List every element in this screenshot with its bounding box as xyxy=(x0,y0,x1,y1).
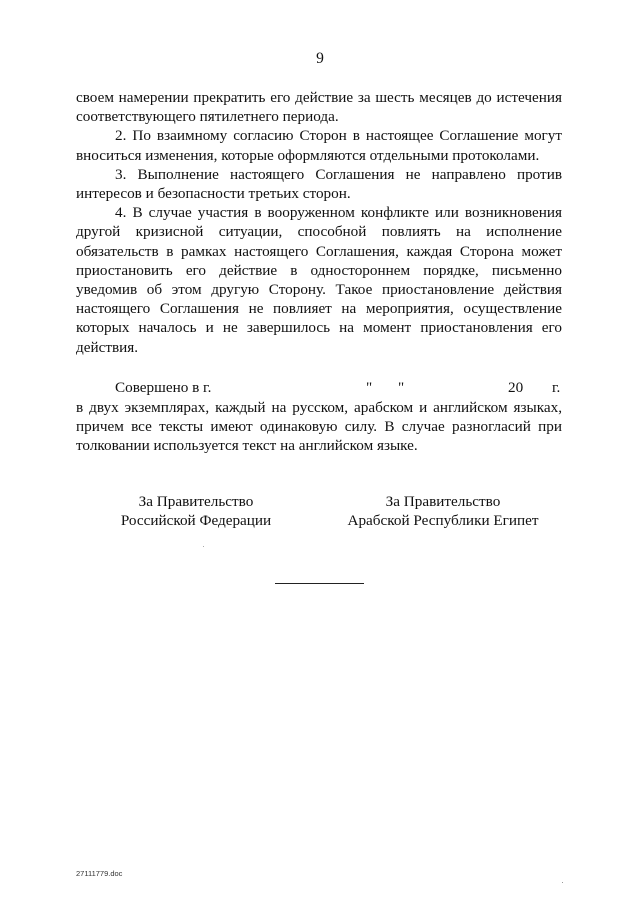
date-quote-open: " xyxy=(366,379,373,396)
date-quote-close: " xyxy=(398,379,405,396)
done-at-line xyxy=(76,378,562,398)
done-at-label: Совершено в г. xyxy=(115,379,212,396)
page-number: 9 xyxy=(316,50,324,67)
year-suffix: г. xyxy=(552,379,561,396)
paragraph-suspension: 4. В случае участия в вооруженном конфликте или возникновения другой кризисной ситуации, способной повлиять на исполнение обязательств в рамках настоящего Соглашения, каждая Сторона может приостановить его действие в одностороннем порядке, письменно уведомив об этом другую Сторону. Такое приостановление действия настоящего Соглашения не повлияет на мероприятия, осуществление которых началось и не завершилось на момент приостановления его действия. xyxy=(76,204,562,356)
done-at-continuation: в двух экземплярах, каждый на русском, арабском и английском языках, причем все тексты имеют одинаковую силу. В случае разногласий при толковании используется текст на английском языке. xyxy=(76,399,562,455)
signature-egypt-line2: Арабской Республики Египет xyxy=(347,512,539,530)
document-reference: 27111779.doc xyxy=(76,869,123,878)
paragraph-continuation: своем намерении прекратить его действие за шесть месяцев до истечения соответствующего пятилетнего периода. xyxy=(76,89,562,126)
corner-mark xyxy=(562,882,563,883)
signature-egypt xyxy=(324,492,562,530)
stray-dot xyxy=(203,546,204,547)
signature-russia-line1: За Правительство xyxy=(138,493,254,510)
signature-russia-line2: Российской Федерации xyxy=(120,512,272,530)
paragraph-third-parties: 3. Выполнение настоящего Соглашения не направлено против интересов и безопасности третьих сторон. xyxy=(76,165,562,203)
signature-egypt-line1: За Правительство xyxy=(385,493,501,510)
end-of-document-rule xyxy=(275,583,364,584)
done-at-block xyxy=(76,378,562,456)
signature-russia xyxy=(76,492,316,530)
paragraph-amendments: 2. По взаимному согласию Сторон в настоящее Соглашение могут вноситься изменения, которые оформляются отдельными протоколами. xyxy=(76,127,562,164)
body-text xyxy=(76,88,562,357)
year-prefix: 20 xyxy=(508,379,524,396)
